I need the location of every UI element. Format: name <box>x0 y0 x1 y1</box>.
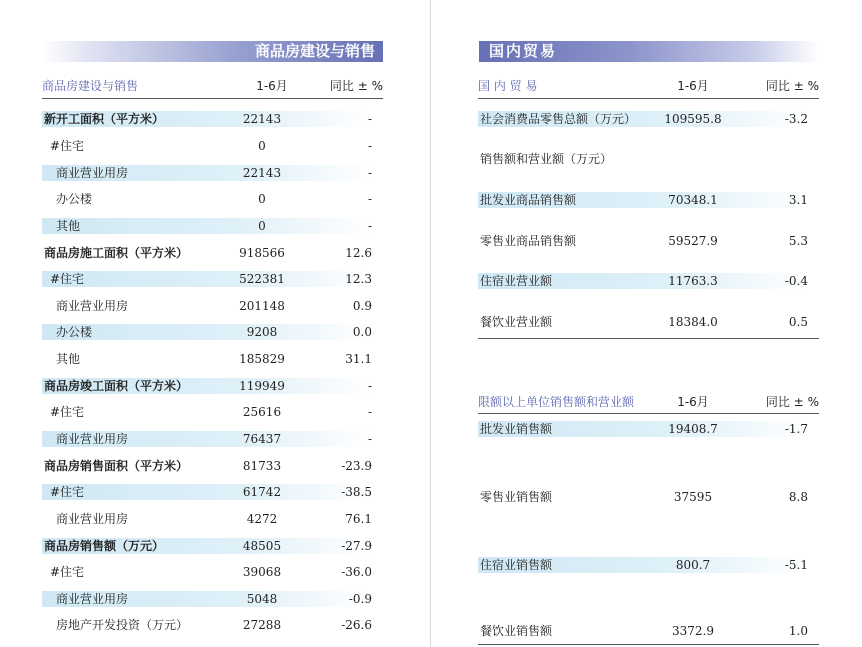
row-label: #住宅 <box>42 484 372 500</box>
row-label: 商品房竣工面积（平方米） <box>42 378 372 394</box>
row-value: 61742 <box>242 485 282 499</box>
row-yoy: - <box>367 166 372 180</box>
row-yoy: -5.1 <box>784 558 808 572</box>
row-yoy: - <box>367 112 372 126</box>
header-period: 1-6月 <box>677 395 709 409</box>
row-label: 住宿业销售额 <box>478 557 808 573</box>
row-value: 25616 <box>242 405 282 419</box>
row-yoy: - <box>367 192 372 206</box>
header-period: 1-6月 <box>256 79 288 93</box>
row-label: 商品房施工面积（平方米） <box>44 246 189 260</box>
row-label: 商业营业用房 <box>42 591 372 607</box>
table-row <box>42 271 383 287</box>
row-value: 18384.0 <box>668 315 718 329</box>
row-label: 零售业销售额 <box>480 490 553 504</box>
row-label: 销售额和营业额（万元） <box>480 152 613 166</box>
row-yoy: 31.1 <box>345 352 372 366</box>
row-yoy: -27.9 <box>341 539 372 553</box>
table-row <box>478 192 819 208</box>
row-yoy: -0.4 <box>784 274 808 288</box>
row-yoy: 5.3 <box>788 234 808 248</box>
table-row <box>42 191 383 207</box>
row-yoy: 3.1 <box>788 193 808 207</box>
header-category: 商品房建设与销售 <box>42 79 139 93</box>
table-row <box>478 273 819 289</box>
row-yoy: -38.5 <box>341 485 372 499</box>
table-row <box>42 564 383 580</box>
row-yoy: -3.2 <box>784 112 808 126</box>
row-value: 48505 <box>242 539 282 553</box>
row-yoy: -23.9 <box>341 459 372 473</box>
table-row <box>42 111 383 127</box>
row-value: 109595.8 <box>664 112 722 126</box>
table-row <box>478 151 819 167</box>
table-bottom-rule <box>478 644 819 645</box>
table-row <box>42 617 383 633</box>
row-value: 11763.3 <box>668 274 718 288</box>
row-yoy: - <box>367 219 372 233</box>
table-row <box>42 404 383 420</box>
row-yoy: 8.8 <box>788 490 808 504</box>
table-row <box>42 484 383 500</box>
table-row <box>42 378 383 394</box>
row-value: 39068 <box>242 565 282 579</box>
row-yoy: 0.5 <box>788 315 808 329</box>
row-yoy: -36.0 <box>341 565 372 579</box>
row-value: 81733 <box>242 459 282 473</box>
row-label: #住宅 <box>42 271 372 287</box>
table-row <box>42 324 383 340</box>
row-label: 餐饮业销售额 <box>480 624 553 638</box>
row-yoy: - <box>367 139 372 153</box>
table-row <box>42 165 383 181</box>
table-row <box>42 298 383 314</box>
section-banner-real-estate: 商品房建设与销售 <box>42 41 383 62</box>
row-value: 201148 <box>239 299 285 313</box>
row-label: 零售业商品销售额 <box>480 234 577 248</box>
row-label: 其他 <box>42 218 372 234</box>
header-rule <box>478 413 819 414</box>
row-label: 商业营业用房 <box>42 431 372 447</box>
header-rule <box>42 98 383 99</box>
row-value: 185829 <box>239 352 285 366</box>
table-row <box>478 314 819 330</box>
row-yoy: - <box>367 405 372 419</box>
header-period: 1-6月 <box>677 79 709 93</box>
row-label: 其他 <box>56 352 81 366</box>
table-row <box>478 233 819 249</box>
row-value: 37595 <box>673 490 713 504</box>
row-yoy: 0.9 <box>352 299 372 313</box>
row-value: 918566 <box>239 246 285 260</box>
table-header-above-quota <box>478 393 819 411</box>
table-row <box>42 431 383 447</box>
header-category: 国 内 贸 易 <box>478 79 538 93</box>
row-yoy: 76.1 <box>345 512 372 526</box>
row-label: 社会消费品零售总额（万元） <box>478 111 808 127</box>
row-label: 商品房销售面积（平方米） <box>44 459 189 473</box>
row-value: 119949 <box>239 379 285 393</box>
page-divider <box>430 0 431 647</box>
table-row <box>478 489 819 505</box>
row-value: 9208 <box>246 325 278 339</box>
row-value: 800.7 <box>675 558 711 572</box>
header-yoy: 同比 ± % <box>765 395 819 409</box>
table-header-domestic-trade <box>478 77 819 95</box>
row-value: 22143 <box>242 166 282 180</box>
table-row <box>42 591 383 607</box>
row-value: 22143 <box>242 112 282 126</box>
row-label: 房地产开发投资（万元） <box>56 618 189 632</box>
table-row <box>42 138 383 154</box>
row-label: 商品房销售额（万元） <box>42 538 372 554</box>
section-banner-domestic-trade: 国内贸易 <box>479 41 819 62</box>
header-category: 限额以上单位销售额和营业额 <box>478 395 635 409</box>
table-bottom-rule <box>478 338 819 339</box>
table-header-real-estate <box>42 77 383 95</box>
row-value: 27288 <box>242 618 282 632</box>
row-label: 办公楼 <box>42 324 372 340</box>
header-yoy: 同比 ± % <box>329 79 383 93</box>
row-yoy: 0.0 <box>352 325 372 339</box>
row-value: 3372.9 <box>672 624 714 638</box>
row-value: 4272 <box>246 512 278 526</box>
row-value: 0 <box>258 139 266 153</box>
table-row <box>42 511 383 527</box>
table-row <box>42 458 383 474</box>
table-row <box>478 623 819 639</box>
row-label: 新开工面积（平方米） <box>42 111 372 127</box>
table-row <box>42 351 383 367</box>
table-row <box>42 218 383 234</box>
row-yoy: 12.3 <box>345 272 372 286</box>
row-yoy: 1.0 <box>788 624 808 638</box>
row-label: #住宅 <box>50 139 85 153</box>
table-row <box>42 245 383 261</box>
header-yoy: 同比 ± % <box>765 79 819 93</box>
row-yoy: -26.6 <box>341 618 372 632</box>
row-value: 19408.7 <box>668 422 718 436</box>
row-label: 商业营业用房 <box>56 512 129 526</box>
row-value: 5048 <box>246 592 278 606</box>
row-label: 住宿业营业额 <box>478 273 808 289</box>
table-row <box>42 538 383 554</box>
row-label: 办公楼 <box>56 192 93 206</box>
header-rule <box>478 98 819 99</box>
row-label: #住宅 <box>50 405 85 419</box>
row-label: 餐饮业营业额 <box>480 315 553 329</box>
row-label: 批发业商品销售额 <box>478 192 808 208</box>
table-row <box>478 111 819 127</box>
table-row <box>478 557 819 573</box>
row-label: #住宅 <box>50 565 85 579</box>
row-yoy: - <box>367 432 372 446</box>
row-label: 商业营业用房 <box>56 299 129 313</box>
row-yoy: 12.6 <box>345 246 372 260</box>
row-label: 批发业销售额 <box>478 421 808 437</box>
row-value: 76437 <box>242 432 282 446</box>
row-value: 0 <box>258 219 266 233</box>
row-value: 522381 <box>239 272 285 286</box>
row-value: 70348.1 <box>668 193 718 207</box>
row-yoy: -1.7 <box>784 422 808 436</box>
row-value: 0 <box>258 192 266 206</box>
row-yoy: - <box>367 379 372 393</box>
table-row <box>478 421 819 437</box>
row-label: 商业营业用房 <box>42 165 372 181</box>
row-yoy: -0.9 <box>348 592 372 606</box>
row-value: 59527.9 <box>668 234 718 248</box>
